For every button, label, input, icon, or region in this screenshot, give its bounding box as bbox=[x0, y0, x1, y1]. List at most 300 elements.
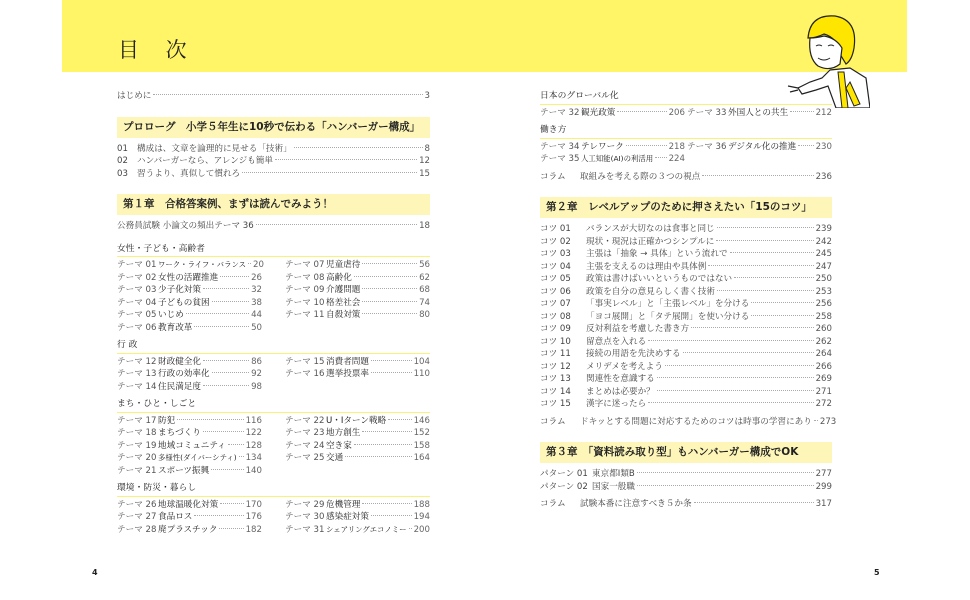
leader-dots bbox=[683, 352, 814, 353]
entry-title: メリデメを考えよう bbox=[586, 361, 663, 372]
toc-entry-column[interactable] bbox=[540, 416, 837, 429]
page-ref: 245 bbox=[815, 249, 832, 259]
leader-dots bbox=[665, 365, 814, 366]
entry-title: 廃プラスチック bbox=[158, 524, 218, 535]
leader-dots bbox=[362, 313, 417, 314]
leader-dots bbox=[239, 456, 244, 457]
toc-entry[interactable] bbox=[117, 155, 430, 168]
leader-dots bbox=[617, 111, 666, 112]
chapter1-heading[interactable]: 第１章 合格答案例、まずは読んでみよう！ bbox=[117, 194, 430, 215]
leader-dots bbox=[657, 390, 814, 391]
leader-dots bbox=[203, 288, 249, 289]
theme-entry[interactable] bbox=[285, 309, 430, 322]
leader-dots bbox=[275, 159, 417, 160]
theme-entry[interactable] bbox=[285, 499, 430, 512]
entry-title: 住民満足度 bbox=[158, 381, 201, 392]
entry-title bbox=[540, 361, 663, 374]
leader-dots bbox=[194, 515, 243, 516]
tip-entry[interactable] bbox=[540, 273, 832, 286]
leader-dots bbox=[734, 277, 813, 278]
toc-entry[interactable] bbox=[117, 168, 430, 181]
entry-number: 02 bbox=[117, 156, 128, 166]
tip-entry[interactable] bbox=[540, 286, 832, 299]
entry-number: テーマ 08 bbox=[285, 272, 325, 283]
tip-entry[interactable] bbox=[540, 323, 832, 336]
leader-dots bbox=[194, 326, 249, 327]
entry-title: 児童虐待 bbox=[326, 260, 361, 270]
entry-title: デジタル化の推進 bbox=[728, 141, 797, 152]
page-ref: 188 bbox=[413, 499, 430, 510]
entry-title bbox=[540, 273, 732, 286]
tip-entry[interactable] bbox=[540, 361, 832, 374]
page-ref: 271 bbox=[815, 386, 832, 397]
theme-entry[interactable] bbox=[117, 356, 262, 369]
entry-number: テーマ 35 bbox=[540, 154, 580, 164]
page-ref: 158 bbox=[413, 440, 430, 451]
entry-title: テレワーク bbox=[581, 141, 624, 152]
group-heading: 日本のグローバル化 bbox=[540, 90, 832, 105]
leader-dots bbox=[716, 240, 813, 241]
leader-dots bbox=[362, 503, 411, 504]
leader-dots bbox=[691, 327, 813, 328]
entry-number: コツ 10 bbox=[540, 336, 571, 347]
entry-number: コツ 03 bbox=[540, 249, 571, 259]
page-ref: 68 bbox=[419, 285, 430, 295]
entry-title bbox=[117, 155, 273, 168]
toc-entry[interactable] bbox=[117, 143, 430, 156]
entry-title: 教育改革 bbox=[158, 322, 193, 333]
entry-number: テーマ 04 bbox=[117, 297, 157, 308]
leader-dots bbox=[248, 263, 251, 264]
page-ref: 182 bbox=[245, 524, 262, 535]
entry-number: コツ 07 bbox=[540, 299, 571, 309]
entry-number: テーマ 02 bbox=[117, 272, 157, 283]
entry-number: テーマ 07 bbox=[285, 260, 325, 270]
leader-dots bbox=[388, 419, 411, 420]
entry-number: テーマ 20 bbox=[117, 453, 157, 463]
entry-number: コツ 05 bbox=[540, 274, 571, 284]
entry-number: コツ 15 bbox=[540, 399, 571, 409]
page-ref: 299 bbox=[815, 481, 832, 492]
page-ref: 262 bbox=[815, 336, 832, 347]
entry-number: テーマ 01 bbox=[117, 260, 157, 270]
theme-entry[interactable] bbox=[117, 465, 262, 478]
entry-number: コツ 02 bbox=[540, 236, 571, 247]
page-ref: 164 bbox=[413, 453, 430, 463]
entry-title: はじめに bbox=[117, 91, 152, 101]
entry-title: ドキッとする問題に対応するためのコツは時事の学習にあり bbox=[580, 416, 812, 427]
entry-title: 「事実レベル」と「主張レベル」を分ける bbox=[586, 299, 750, 309]
entry-title: 地域コミュニティ bbox=[158, 440, 226, 451]
theme-entry[interactable] bbox=[117, 427, 262, 440]
leader-dots bbox=[153, 94, 422, 95]
theme-entry[interactable] bbox=[285, 259, 430, 272]
leader-dots bbox=[648, 402, 813, 403]
leader-dots bbox=[708, 265, 813, 266]
theme-entry[interactable] bbox=[285, 511, 430, 524]
entry-number: テーマ 32 bbox=[540, 107, 580, 118]
page-ref: 122 bbox=[245, 428, 262, 438]
entry-title: 東京都Ⅰ類B bbox=[592, 469, 635, 479]
entry-number: テーマ 24 bbox=[285, 440, 325, 451]
entry-number: 03 bbox=[117, 168, 128, 179]
entry-title bbox=[540, 348, 681, 361]
entry-title: 食品ロス bbox=[158, 512, 193, 522]
theme-entry[interactable] bbox=[117, 272, 262, 285]
page-ref: 194 bbox=[413, 512, 430, 522]
tip-entry[interactable] bbox=[540, 298, 832, 311]
entry-title: 「ヨコ展開」と「タテ展開」を使い分ける bbox=[586, 311, 750, 322]
theme-entry[interactable] bbox=[540, 153, 685, 166]
entry-number: コツ 11 bbox=[540, 349, 571, 359]
theme-entry[interactable] bbox=[285, 524, 430, 537]
entry-title: 交通 bbox=[326, 453, 344, 463]
leader-dots bbox=[751, 302, 813, 303]
theme-entry[interactable] bbox=[117, 511, 262, 524]
page-ref: 26 bbox=[251, 272, 262, 283]
entry-title: 感染症対策 bbox=[326, 512, 369, 522]
page-ref: 236 bbox=[815, 171, 832, 182]
leader-dots bbox=[694, 502, 814, 503]
entry-title: 接続の用語を先決めする bbox=[586, 349, 681, 359]
leader-dots bbox=[294, 147, 423, 148]
leader-dots bbox=[203, 385, 249, 386]
leader-dots bbox=[798, 145, 813, 146]
entry-title: ワーク・ライフ・バランス bbox=[158, 260, 247, 269]
page-ref: 253 bbox=[815, 286, 832, 297]
entry-number: コツ 08 bbox=[540, 311, 571, 322]
theme-entry[interactable] bbox=[285, 297, 430, 310]
tip-entry[interactable] bbox=[540, 398, 832, 411]
group-heading: 環境・防災・暮らし bbox=[117, 482, 430, 497]
entry-number: コツ 04 bbox=[540, 261, 571, 272]
prologue-heading[interactable]: プロローグ 小学５年生に10秒で伝わる「ハンバーガー構成」 bbox=[117, 117, 430, 138]
leader-dots bbox=[730, 252, 814, 253]
page-ref: 206 bbox=[668, 107, 685, 118]
entry-title bbox=[540, 261, 706, 274]
leader-dots bbox=[717, 290, 814, 291]
entry-number: テーマ 19 bbox=[117, 440, 157, 451]
entry-number: テーマ 21 bbox=[117, 465, 157, 476]
entry-title: 関連性を意識する bbox=[586, 374, 655, 384]
leader-dots bbox=[203, 431, 244, 432]
tip-entry[interactable] bbox=[540, 236, 832, 249]
entry-title bbox=[117, 168, 240, 181]
entry-title: 構成は、文章を論理的に見せる「技術」 bbox=[137, 143, 292, 154]
entry-title: 漢字に迷ったら bbox=[586, 399, 647, 409]
theme-entry[interactable] bbox=[117, 381, 262, 394]
leader-dots bbox=[219, 528, 243, 529]
chapter3-heading[interactable]: 第３章 「資料読み取り型」もハンバーガー構成でOK bbox=[540, 442, 832, 463]
entry-title: 危機管理 bbox=[326, 499, 361, 510]
entry-title: 外国人との共生 bbox=[728, 107, 789, 118]
entry-number: コツ 13 bbox=[540, 374, 571, 384]
entry-title bbox=[117, 143, 292, 156]
entry-number: テーマ 31 bbox=[285, 524, 325, 535]
theme-entry[interactable] bbox=[117, 499, 262, 512]
theme-entry[interactable] bbox=[117, 452, 262, 465]
page-ref: 3 bbox=[424, 91, 430, 101]
entry-number: テーマ 05 bbox=[117, 310, 157, 320]
entry-title bbox=[540, 386, 655, 399]
page-ref: 12 bbox=[419, 156, 430, 166]
entry-title: 習うより、真似して慣れろ bbox=[137, 168, 241, 179]
toc-entry-frequent-themes[interactable] bbox=[117, 220, 430, 233]
entry-number: コツ 09 bbox=[540, 324, 571, 334]
entry-number: テーマ 34 bbox=[540, 141, 580, 152]
leader-dots bbox=[409, 528, 412, 529]
leader-dots bbox=[212, 301, 249, 302]
entry-title: 政策は書けばいいというものではない bbox=[586, 274, 733, 284]
leader-dots bbox=[371, 360, 412, 361]
leader-dots bbox=[203, 360, 249, 361]
page-ref: 98 bbox=[251, 381, 262, 392]
entry-title: 試験本番に注意すべき５か条 bbox=[580, 499, 692, 509]
theme-entry[interactable] bbox=[285, 368, 430, 381]
page-ref: 104 bbox=[413, 356, 430, 367]
entry-number: 01 bbox=[117, 143, 128, 154]
theme-entry[interactable] bbox=[117, 259, 262, 272]
page-ref: 116 bbox=[245, 415, 262, 426]
page-ref: 277 bbox=[815, 469, 832, 479]
entry-title bbox=[540, 323, 689, 336]
entry-title: まとめは必要か？ bbox=[586, 386, 655, 397]
entry-title bbox=[540, 286, 715, 299]
theme-entry[interactable] bbox=[117, 415, 262, 428]
tip-entry[interactable] bbox=[540, 311, 832, 324]
tip-entry[interactable] bbox=[540, 348, 832, 361]
entry-number: テーマ 33 bbox=[687, 107, 727, 118]
entry-title: 高齢化 bbox=[326, 272, 352, 283]
entry-title: 子どもの貧困 bbox=[158, 297, 210, 308]
theme-entry[interactable] bbox=[285, 427, 430, 440]
theme-entry[interactable] bbox=[117, 322, 262, 335]
entry-title bbox=[540, 481, 635, 494]
entry-title: スポーツ振興 bbox=[158, 465, 210, 476]
entry-title bbox=[540, 398, 646, 411]
page-ref: 134 bbox=[245, 453, 262, 463]
entry-number: テーマ 17 bbox=[117, 415, 157, 426]
entry-title: 取組みを考える際の３つの視点 bbox=[580, 171, 701, 182]
page-ref: 56 bbox=[419, 260, 430, 270]
chapter2-heading[interactable]: 第２章 レベルアップのために押さえたい「15のコツ」 bbox=[540, 197, 832, 218]
entry-title bbox=[540, 336, 646, 349]
entry-title: 政策を自分の意見らしく書く技術 bbox=[586, 286, 715, 297]
tip-entry[interactable] bbox=[540, 223, 832, 236]
entry-number: テーマ 23 bbox=[285, 428, 325, 438]
page-ref: 15 bbox=[419, 168, 430, 179]
theme-entry[interactable] bbox=[117, 309, 262, 322]
leader-dots bbox=[814, 420, 818, 421]
entry-title bbox=[540, 223, 715, 236]
page-ref: 250 bbox=[815, 274, 832, 284]
entry-title bbox=[540, 373, 655, 386]
entry-title: 地方創生 bbox=[326, 428, 361, 438]
group-heading: 働き方 bbox=[540, 124, 832, 139]
leader-dots bbox=[228, 444, 244, 445]
page-ref: 110 bbox=[413, 369, 430, 379]
entry-title: 観光政策 bbox=[581, 107, 616, 118]
theme-entry[interactable] bbox=[540, 107, 685, 120]
entry-title: 主張は「抽象 → 具体」という流れで bbox=[586, 249, 728, 259]
page-ref: 18 bbox=[419, 221, 430, 231]
entry-title: いじめ bbox=[158, 310, 184, 320]
leader-dots bbox=[211, 469, 243, 470]
entry-number: コツ 14 bbox=[540, 386, 571, 397]
entry-title bbox=[540, 298, 749, 311]
entry-number: テーマ 29 bbox=[285, 499, 325, 510]
page-ref: 230 bbox=[815, 141, 832, 152]
entry-number: コラム bbox=[540, 416, 566, 427]
entry-title: 国家一般職 bbox=[592, 481, 635, 492]
theme-entry[interactable] bbox=[117, 297, 262, 310]
pattern-entry[interactable] bbox=[540, 481, 832, 494]
leader-dots bbox=[637, 485, 814, 486]
leader-dots bbox=[655, 157, 666, 158]
entry-title: シェアリングエコノミー bbox=[326, 524, 407, 534]
theme-entry[interactable] bbox=[117, 368, 262, 381]
entry-number: テーマ 15 bbox=[285, 356, 325, 367]
leader-dots bbox=[220, 503, 243, 504]
page-ref: 273 bbox=[819, 416, 837, 427]
entry-number: テーマ 26 bbox=[117, 499, 157, 510]
entry-title: 消費者問題 bbox=[326, 356, 369, 367]
page-ref: 242 bbox=[815, 236, 832, 247]
entry-title: 防犯 bbox=[158, 415, 176, 426]
page-ref: 152 bbox=[413, 428, 430, 438]
leader-dots bbox=[717, 227, 814, 228]
page-ref: 269 bbox=[815, 374, 832, 384]
page-ref: 92 bbox=[251, 369, 262, 379]
tip-entry[interactable] bbox=[540, 336, 832, 349]
toc-entry-intro[interactable] bbox=[117, 90, 430, 103]
pattern-entry[interactable] bbox=[540, 468, 832, 481]
theme-entry[interactable] bbox=[285, 272, 430, 285]
theme-entry[interactable] bbox=[285, 440, 430, 453]
entry-number: コツ 12 bbox=[540, 361, 571, 372]
leader-dots bbox=[256, 224, 417, 225]
entry-title: 人工知能(AI)の利活用 bbox=[581, 154, 654, 163]
theme-entry[interactable] bbox=[285, 356, 430, 369]
entry-number: テーマ 22 bbox=[285, 415, 325, 426]
entry-title bbox=[540, 248, 728, 261]
theme-entry[interactable] bbox=[285, 284, 430, 297]
tip-entry[interactable] bbox=[540, 248, 832, 261]
leader-dots bbox=[371, 515, 412, 516]
tip-entry[interactable] bbox=[540, 261, 832, 274]
theme-entry[interactable] bbox=[687, 141, 832, 154]
leader-dots bbox=[242, 172, 417, 173]
entry-title bbox=[540, 498, 692, 511]
group-heading: まち・ひと・しごと bbox=[117, 398, 430, 413]
entry-number: コラム bbox=[540, 171, 566, 182]
leader-dots bbox=[354, 276, 417, 277]
entry-title: バランスが大切なのは食事と同じ bbox=[586, 224, 715, 234]
page-ref: 44 bbox=[251, 310, 262, 320]
entry-number: コツ 01 bbox=[540, 224, 571, 234]
page-ref: 86 bbox=[251, 356, 262, 367]
entry-title: 財政健全化 bbox=[158, 356, 201, 367]
group-heading: 女性・子ども・高齢者 bbox=[117, 243, 430, 258]
leader-dots bbox=[371, 372, 412, 373]
page-ref: 260 bbox=[815, 324, 832, 334]
page-ref: 218 bbox=[668, 141, 685, 152]
entry-title: 選挙投票率 bbox=[326, 369, 369, 379]
page-number-right: 5 bbox=[874, 568, 880, 577]
page-ref: 258 bbox=[815, 311, 832, 322]
tip-entry[interactable] bbox=[540, 373, 832, 386]
entry-title bbox=[540, 416, 812, 429]
entry-title: まちづくり bbox=[158, 428, 201, 438]
entry-number: コツ 06 bbox=[540, 286, 571, 297]
page-ref: 8 bbox=[424, 143, 430, 154]
page-ref: 239 bbox=[815, 224, 832, 234]
leader-dots bbox=[354, 444, 412, 445]
entry-number: コラム bbox=[540, 499, 566, 509]
page-ref: 200 bbox=[413, 524, 430, 535]
entry-number: テーマ 16 bbox=[285, 369, 325, 379]
leader-dots bbox=[702, 175, 813, 176]
theme-entry[interactable] bbox=[117, 440, 262, 453]
leader-dots bbox=[345, 456, 411, 457]
theme-entry[interactable] bbox=[285, 415, 430, 428]
page-title: 目 次 bbox=[118, 38, 197, 62]
tip-entry[interactable] bbox=[540, 386, 832, 399]
leader-dots bbox=[177, 419, 243, 420]
entry-title: 留意点を入れる bbox=[586, 336, 647, 347]
theme-entry[interactable] bbox=[540, 141, 685, 154]
page-ref: 264 bbox=[815, 349, 832, 359]
theme-entry[interactable] bbox=[117, 524, 262, 537]
leader-dots bbox=[186, 313, 249, 314]
page-ref: 20 bbox=[253, 260, 264, 270]
entry-number: テーマ 14 bbox=[117, 381, 157, 392]
entry-title: 空き家 bbox=[326, 440, 352, 451]
theme-entry[interactable] bbox=[687, 107, 832, 120]
page-ref: 140 bbox=[245, 465, 262, 476]
entry-title: 主張を支えるのは理由や具体例 bbox=[586, 261, 707, 272]
entry-title: 多様性(ダイバーシティ) bbox=[158, 453, 237, 462]
page-ref: 266 bbox=[815, 361, 832, 372]
toc-entry-column[interactable] bbox=[540, 498, 832, 511]
toc-entry-column[interactable] bbox=[540, 171, 832, 184]
page-ref: 224 bbox=[668, 154, 685, 164]
entry-title bbox=[540, 171, 700, 184]
entry-title: U・Iターン戦略 bbox=[326, 415, 387, 426]
entry-number: テーマ 27 bbox=[117, 512, 157, 522]
theme-entry[interactable] bbox=[285, 452, 430, 465]
entry-number: テーマ 12 bbox=[117, 356, 157, 367]
leader-dots bbox=[637, 472, 814, 473]
leader-dots bbox=[220, 276, 249, 277]
leader-dots bbox=[751, 315, 813, 316]
leader-dots bbox=[790, 111, 813, 112]
entry-number: パターン 01 bbox=[540, 469, 588, 479]
entry-number: テーマ 18 bbox=[117, 428, 157, 438]
entry-title bbox=[540, 236, 714, 249]
group-heading: 行 政 bbox=[117, 339, 430, 354]
entry-title: 行政の効率化 bbox=[158, 369, 210, 379]
entry-number: テーマ 10 bbox=[285, 297, 325, 308]
entry-number: テーマ 13 bbox=[117, 369, 157, 379]
leader-dots bbox=[362, 288, 417, 289]
page-ref: 38 bbox=[251, 297, 262, 308]
page-ref: 170 bbox=[245, 499, 262, 510]
theme-entry[interactable] bbox=[117, 284, 262, 297]
entry-title: 女性の活躍推進 bbox=[158, 272, 219, 283]
page-ref: 212 bbox=[815, 107, 832, 118]
page-ref: 128 bbox=[245, 440, 262, 451]
